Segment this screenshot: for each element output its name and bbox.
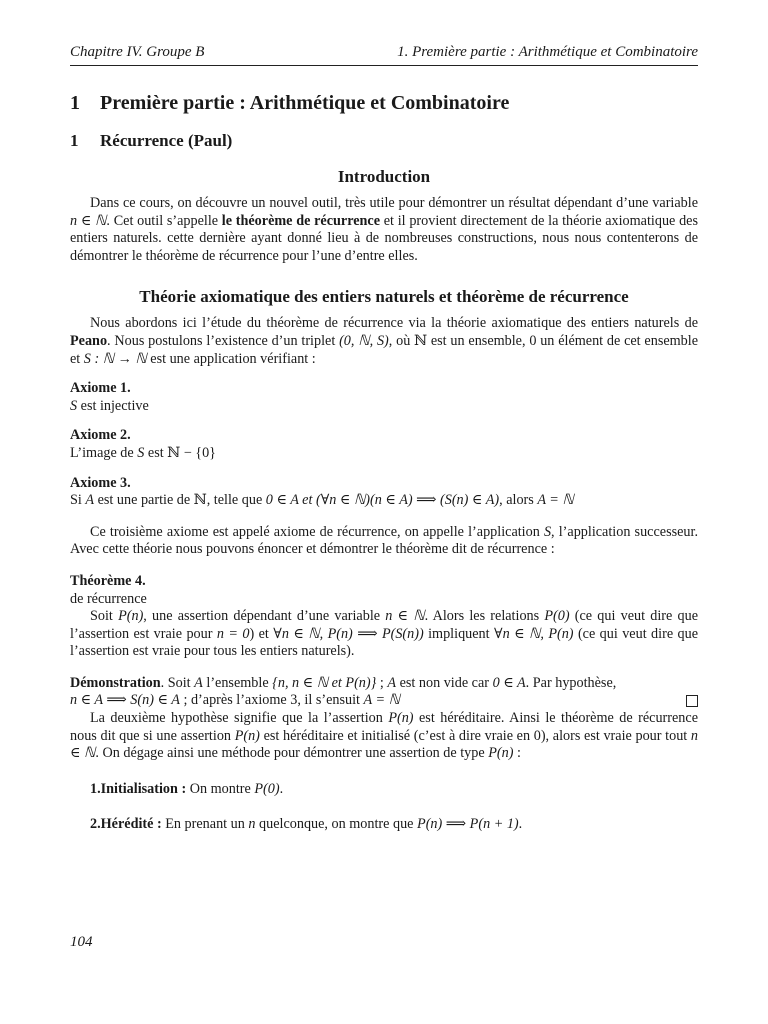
intro-title: Introduction: [337, 167, 431, 186]
subsection-title: Récurrence (Paul): [100, 131, 233, 150]
section-heading: [70, 92, 698, 115]
theorem-subtitle: de récurrence: [70, 590, 147, 607]
proof: [70, 675, 698, 710]
intro-paragraph: Dans ce cours, on découvre un nouvel outil, très utile pour démontrer un résultat dépendant d’une variable n ∈ ℕ. Cet outil s’appelle le théorème de récurrence et il provient directement de la théorie axiomatique des entiers naturels. cette dernière ayant donné lieu à de nombreuses constructions, nous nous contenterons de démontrer le théorème de récurrence pour l’une d’entre elles.: [70, 195, 698, 264]
axiom-2-label: Axiome 2.: [70, 427, 131, 444]
header-section: 1. Première partie : Arithmétique et Combinatoire: [397, 44, 698, 60]
heredity-paragraph: La deuxième hypothèse signifie que la l’assertion P(n) est héréditaire. Ainsi le théorème de récurrence nous dit que si une assertion P(n) est héréditaire et initialisé (c’est à dire vraie en 0), alors est vraie pour tout n ∈ ℕ. On dégage ainsi une méthode pour démontrer une assertion de type P(n) :: [70, 710, 698, 762]
qed-box-icon: [686, 695, 698, 707]
subsection-heading: [70, 131, 698, 151]
step-heredite: 2.Hérédité : En prenant un n quelconque, on montre que P(n) ⟹ P(n + 1).: [90, 816, 523, 833]
axiom-1-label: Axiome 1.: [70, 380, 131, 397]
running-header: [70, 44, 698, 66]
page-number: 104: [70, 934, 93, 950]
axioms-remark: Ce troisième axiome est appelé axiome de récurrence, on appelle l’application S, l’application successeur. Avec cette théorie nous pouvons énoncer et démontrer le théorème dit de récurrence :: [70, 523, 698, 558]
axiom-3-text: Si A est une partie de ℕ, telle que 0 ∈ A et (∀n ∈ ℕ)(n ∈ A) ⟹ (S(n) ∈ A), alors A = ℕ: [70, 492, 574, 509]
theorem-label: Théorème 4.: [70, 572, 146, 589]
axiom-2-text: L’image de S est ℕ − {0}: [70, 444, 216, 461]
axiom-3: [70, 475, 698, 510]
theorem-4: [70, 573, 698, 661]
header-chapter: Chapitre IV. Groupe B: [70, 44, 205, 60]
subsection-number: 1: [70, 131, 79, 150]
theory-title: Théorie axiomatique des entiers naturels et théorème de récurrence: [139, 287, 629, 307]
step-initialisation: 1.Initialisation : On montre P(0).: [90, 780, 284, 797]
axiom-1-text: S est injective: [70, 397, 149, 414]
section-title: Première partie : Arithmétique et Combinatoire: [100, 92, 510, 114]
axiom-2: [70, 427, 698, 462]
theory-paragraph: Nous abordons ici l’étude du théorème de récurrence via la théorie axiomatique des entiers naturels de Peano. Nous postulons l’existence d’un triplet (0, ℕ, S), où ℕ est un ensemble, 0 un élément de cet ensemble et S : ℕ → ℕ est une application vérifiant :: [70, 315, 699, 367]
axiom-3-label: Axiome 3.: [70, 474, 131, 491]
proof-line-1: Démonstration. Soit A l’ensemble {n, n ∈ ℕ et P(n)} ; A est non vide car 0 ∈ A. Par hypothèse,: [70, 674, 617, 691]
page-body: [70, 44, 698, 834]
proof-line-2: n ∈ A ⟹ S(n) ∈ A ; d’après l’axiome 3, il s’ensuit A = ℕ: [70, 692, 698, 710]
axiom-1: [70, 380, 698, 415]
section-number: 1: [70, 92, 80, 114]
theorem-statement: Soit P(n), une assertion dépendant d’une variable n ∈ ℕ. Alors les relations P(0) (ce qui veut dire que l’assertion est vraie pour n = 0) et ∀n ∈ ℕ, P(n) ⟹ P(S(n)) impliquent ∀n ∈ ℕ, P(n) (ce qui veut dire que l’assertion est vraie pour tous les entiers naturels).: [70, 608, 699, 660]
